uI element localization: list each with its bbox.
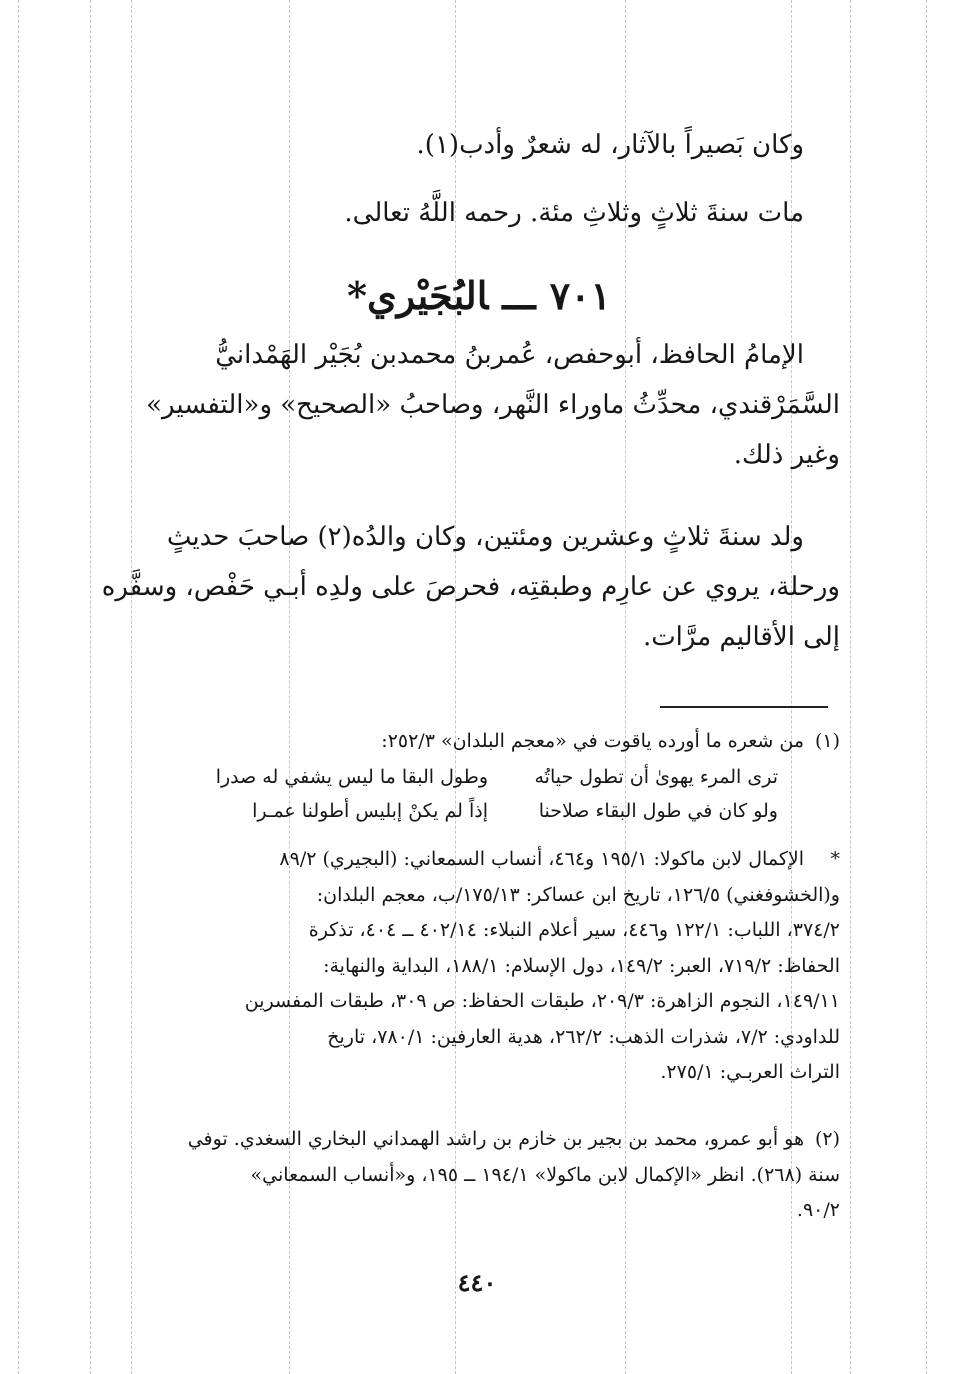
paragraph-2-line: إلى الأقاليم مرَّات. [642, 622, 840, 652]
guide-line [926, 0, 927, 1374]
footnote-1-text [118, 724, 840, 760]
entry-number: ٧٠١ [549, 273, 611, 318]
footnote-2-mark: (٢) [814, 1128, 840, 1150]
footnote-2-text: هو أبو عمرو، محمد بن بجير بن خازم بن راشد الهمداني البخاري السغدي. توفي [187, 1128, 804, 1150]
footnote-1 [118, 724, 840, 828]
footnote-2-line [118, 1122, 840, 1158]
sources-line: التراث العربـي: ٢٧٥/١. [660, 1061, 840, 1083]
footnote-1-mark: (١) [814, 730, 840, 752]
intro-line-2: مات سنةَ ثلاثٍ وثلاثِ مئة. رحمه اللَّهُ تعالى. [344, 198, 804, 228]
sources-line: ١٤٩/١١، النجوم الزاهرة: ٢٠٩/٣، طبقات الحفاظ: ص ٣٠٩، طبقات المفسرين [244, 990, 840, 1012]
paragraph-2-line: ورحلة، يروي عن عارِم وطبقتِه، فحرصَ على ولدِه أبـي حَفْص، وسفَّره [101, 572, 840, 602]
footnote-sources [118, 842, 840, 1091]
verse-line [118, 794, 840, 828]
verse-hemistich: ولو كان في طول البقاء صلاحنا [538, 799, 778, 822]
sources-line: و(الخشوفغني) ١٢٦/٥، تاريخ ابن عساكر: ١٧٥/١٣/ب، معجم البلدان: [316, 883, 840, 906]
guide-line [90, 0, 91, 1374]
intro-block [118, 120, 840, 170]
paragraph-1-line: وغير ذلك. [733, 440, 840, 470]
sources-line: للداودي: ٧/٢، شذرات الذهب: ٢٦٢/٢، هدية العارفين: ٧٨٠/١، تاريخ [327, 1025, 840, 1048]
footnote-1-body: من شعره ما أورده ياقوت في «معجم البلدان» ٢٥٢/٣: [381, 730, 804, 752]
guide-line [18, 0, 19, 1374]
footnote-2-line: ٩٠/٢. [796, 1199, 840, 1221]
entry-paragraph-2 [101, 512, 840, 662]
paragraph-1-line: السَّمَرْقندي، محدِّثُ ماوراء النَّهر، وصاحبُ «الصحيح» و«التفسير» [146, 390, 840, 420]
sources-text: الإكمال لابن ماكولا: ١٩٥/١ و٤٦٤، أنساب السمعاني: (البجيري) ٨٩/٢ [279, 848, 804, 870]
verse-hemistich: وطول البقا ما ليس يشفي له صدرا [215, 765, 488, 788]
verse-hemistich: إذاً لم يكنْ إبليس أطولنا عمـرا [252, 799, 488, 822]
paragraph-1-line: الإمامُ الحافظ، أبوحفص، عُمربنُ محمدبن بُجَيْر الهَمْدانيُّ [215, 340, 804, 370]
sources-line [118, 842, 840, 878]
entry-paragraph-1 [118, 330, 840, 480]
entry-separator: ـــ [502, 273, 536, 318]
footnote-2 [118, 1122, 840, 1229]
footnote-separator [660, 706, 828, 708]
verse-hemistich: ترى المرء يهوىٰ أن تطول حياتُه [534, 765, 778, 788]
footnote-2-line: سنة (٢٦٨). انظر «الإكمال لابن ماكولا» ١٩٤/١ ــ ١٩٥، و«أنساب السمعاني» [250, 1163, 840, 1186]
paragraph-2-line: ولد سنةَ ثلاثٍ وعشرين ومئتين، وكان والدُه(٢) صاحبَ حديثٍ [166, 522, 804, 552]
verse-line [118, 760, 840, 794]
page-number: ٤٤٠ [457, 1268, 497, 1297]
guide-line [850, 0, 851, 1374]
intro-block-2 [118, 188, 840, 238]
sources-line: ٣٧٤/٢، اللباب: ١٢٢/١ و٤٤٦، سير أعلام النبلاء: ٤٠٢/١٤ ــ ٤٠٤، تذكرة [308, 919, 840, 941]
sources-line: الحفاظ: ٧١٩/٢، العبر: ١٤٩/٢، دول الإسلام: ١٨٨/١، البداية والنهاية: [323, 954, 840, 977]
intro-line-1: وكان بَصيراً بالآثار، له شعرٌ وأدب(١). [416, 130, 804, 160]
footnote-star-mark: * [830, 848, 840, 870]
entry-heading [118, 266, 840, 326]
entry-name: البُجَيْري* [347, 273, 489, 318]
